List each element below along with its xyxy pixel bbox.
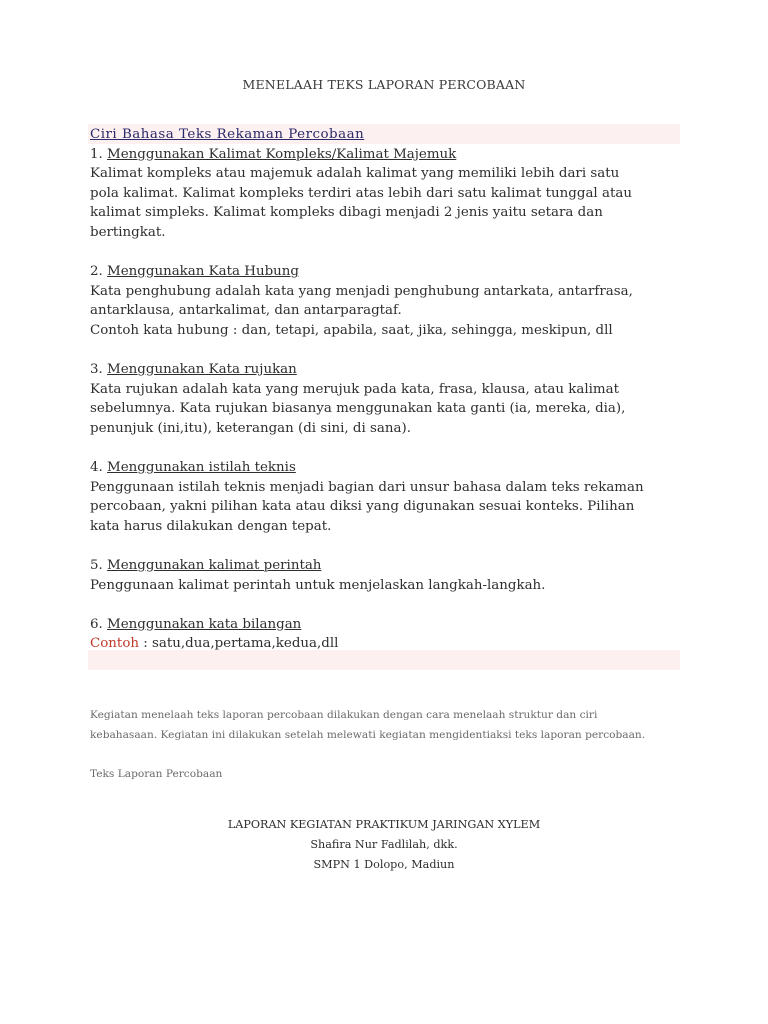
- spacer: [90, 243, 678, 263]
- item-2-line: antarklausa, antarkalimat, dan antarparagtaf.: [90, 303, 402, 319]
- report-school: SMPN 1 Dolopo, Madiun: [313, 858, 455, 871]
- item-4-heading: [90, 458, 678, 478]
- item-3-heading: [90, 360, 678, 380]
- spacer: [90, 341, 678, 361]
- item-1-line: kalimat simpleks. Kalimat kompleks dibagi menjadi 2 jenis yaitu setara dan: [90, 205, 603, 221]
- item-title: Menggunakan Kata rujukan: [107, 362, 297, 378]
- item-2-line: Kata penghubung adalah kata yang menjadi penghubung antarkata, antarfrasa,: [90, 283, 633, 299]
- description-line: kebahasaan. Kegiatan ini dilakukan setelah melewati kegiatan mengidentiaksi teks laporan percobaan.: [90, 728, 646, 741]
- item-number: 6.: [90, 616, 108, 632]
- report-author: Shafira Nur Fadlilah, dkk.: [310, 838, 458, 851]
- item-5-line: Penggunaan kalimat perintah untuk menjelaskan langkah-langkah.: [90, 577, 546, 593]
- item-number: 3.: [90, 362, 108, 378]
- item-3-line: penunjuk (ini,itu), keterangan (di sini, di sana).: [90, 420, 411, 436]
- item-3-line: Kata rujukan adalah kata yang merujuk pada kata, frasa, klausa, atau kalimat: [90, 381, 619, 397]
- description-paragraph: [90, 706, 690, 745]
- item-4-line: percobaan, yakni pilihan kata atau diksi yang digunakan sesuai konteks. Pilihan: [90, 499, 635, 515]
- item-2-line: Contoh kata hubung : dan, tetapi, apabila, saat, jika, sehingga, meskipun, dll: [90, 322, 613, 338]
- characteristics-box: [88, 124, 680, 670]
- item-1-line: Kalimat kompleks atau majemuk adalah kalimat yang memiliki lebih dari satu: [90, 166, 620, 182]
- page-title: MENELAAH TEKS LAPORAN PERCOBAAN: [242, 77, 526, 92]
- item-number: 4.: [90, 460, 108, 476]
- spacer: [90, 595, 678, 615]
- item-title: Menggunakan Kata Hubung: [107, 264, 299, 280]
- report-title: LAPORAN KEGIATAN PRAKTIKUM JARINGAN XYLEM: [227, 818, 541, 831]
- item-title: Menggunakan Kalimat Kompleks/Kalimat Majemuk: [107, 146, 457, 162]
- item-1-heading: [90, 145, 678, 165]
- item-1-line: pola kalimat. Kalimat kompleks terdiri atas lebih dari satu kalimat tunggal atau: [90, 185, 632, 201]
- item-number: 5.: [90, 558, 108, 574]
- item-5-heading: [90, 556, 678, 576]
- item-number: 1.: [90, 146, 108, 162]
- item-number: 2.: [90, 264, 108, 280]
- figure-caption: Teks Laporan Percobaan: [90, 768, 223, 780]
- item-3-line: sebelumnya. Kata rujukan biasanya menggunakan kata ganti (ia, mereka, dia),: [90, 401, 626, 417]
- box-content: [90, 125, 678, 654]
- item-4-line: kata harus dilakukan dengan tepat.: [90, 518, 332, 534]
- item-2-heading: [90, 262, 678, 282]
- section-heading: Ciri Bahasa Teks Rekaman Percobaan: [90, 127, 365, 142]
- spacer: [90, 439, 678, 459]
- item-6-example: [90, 634, 678, 654]
- example-label: Contoh: [90, 636, 139, 652]
- item-4-line: Penggunaan istilah teknis menjadi bagian dari unsur bahasa dalam teks rekaman: [90, 479, 644, 495]
- example-text: : satu,dua,pertama,kedua,dll: [139, 636, 339, 652]
- item-1-line: bertingkat.: [90, 224, 166, 240]
- item-title: Menggunakan kalimat perintah: [107, 558, 322, 574]
- item-title: Menggunakan kata bilangan: [107, 616, 302, 632]
- spacer: [90, 536, 678, 556]
- item-title: Menggunakan istilah teknis: [107, 460, 296, 476]
- description-line: Kegiatan menelaah teks laporan percobaan dilakukan dengan cara menelaah struktur dan ciri: [90, 709, 598, 721]
- item-6-heading: [90, 615, 678, 635]
